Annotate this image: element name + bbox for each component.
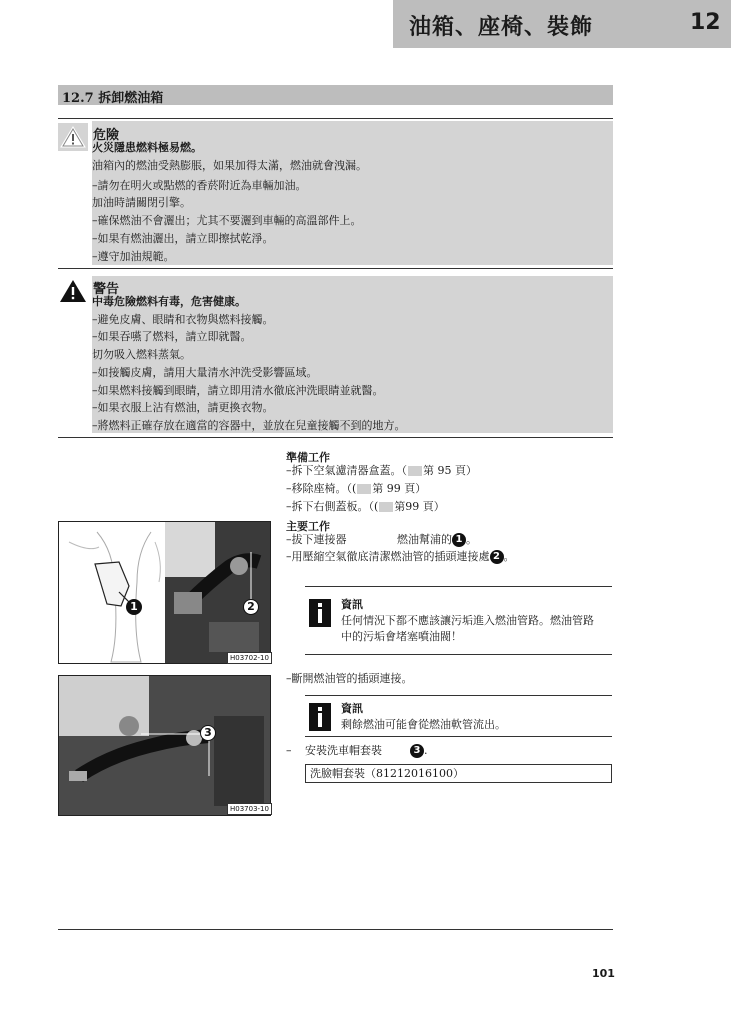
info-icon [309, 703, 331, 731]
danger-warning-icon [58, 123, 88, 151]
warning-line: –如果衣服上沾有燃油，請更換衣物。 [92, 401, 274, 414]
warning-bottom-rule [58, 437, 613, 438]
warning-line: –如接觸皮膚，請用大量清水沖洗受影響區域。 [92, 366, 318, 379]
special-tool-text: 洗臉帽套裝（81212016100） [310, 767, 464, 780]
info2-text: 剩餘燃油可能會從燃油軟管流出。 [341, 718, 506, 731]
section-title: 12.7 拆卸燃油箱 [62, 91, 164, 106]
figure-1-photo [58, 521, 271, 664]
info1-text: 任何情況下都不應該讓污垢進入燃油管路。燃油管路 [341, 614, 594, 627]
warning-line: 切勿吸入燃料蒸氣。 [92, 348, 191, 361]
main-step-4: 安裝洗車帽套裝 [305, 744, 382, 757]
figure-1-callout-1: 1 [126, 599, 142, 615]
info1-text: 中的污垢會堵塞噴油閥！ [341, 630, 462, 643]
danger-line: 火災隱患燃料極易燃。 [92, 141, 202, 154]
warning-line: –避免皮膚、眼睛和衣物與燃料接觸。 [92, 313, 274, 326]
main-step-1: –拔下連接器 [286, 533, 347, 546]
info1-bottom-rule [305, 654, 612, 655]
callout-1-marker: 1 [452, 533, 466, 547]
prep-step: –移除座椅。（( 第 99 頁） [286, 482, 427, 495]
info2-bottom-rule [305, 736, 612, 737]
main-step-3: –斷開燃油管的插頭連接。 [286, 672, 413, 685]
warning-line: –如果吞嚥了燃料，請立即就醫。 [92, 330, 252, 343]
warning-line: –將燃料正確存放在適當的容器中，並放在兒童接觸不到的地方。 [92, 419, 406, 432]
info2-top-rule [305, 695, 612, 696]
warning-line: –如果燃料接觸到眼睛，請立即用清水徹底沖洗眼睛並就醫。 [92, 384, 384, 397]
danger-top-rule [58, 118, 613, 119]
main-step-4-dash: – [286, 744, 292, 757]
prep-step: –拆下右側蓋板。（( 第99 頁） [286, 500, 445, 513]
info-icon [309, 599, 331, 627]
info1-top-rule [305, 586, 612, 587]
main-step-2: –用壓縮空氣徹底清潔燃油管的插頭連接處 2 。 [286, 550, 515, 563]
info2-heading: 資訊 [341, 702, 363, 715]
main-step-1-cont: 燃油幫浦的 1 。 [397, 533, 477, 546]
page-ref-icon [379, 502, 393, 512]
main-heading: 主要工作 [286, 520, 330, 533]
figure-2-callout-3: 3 [200, 725, 216, 741]
danger-line: –如果有燃油灑出，請立即擦拭乾淨。 [92, 232, 274, 245]
callout-3-marker: 3 [410, 744, 424, 758]
danger-line: –請勿在明火或點燃的香菸附近為車輛加油。 [92, 179, 307, 192]
page-ref-icon [408, 466, 422, 476]
danger-line: –遵守加油規範。 [92, 250, 175, 263]
info1-heading: 資訊 [341, 598, 363, 611]
danger-bottom-rule [58, 268, 613, 269]
figure-1-label: H03702-10 [227, 652, 272, 664]
figure-2-photo [58, 675, 271, 816]
footer-rule [58, 929, 613, 930]
danger-line: 油箱內的燃油受熱膨脹，如果加得太滿，燃油就會洩漏。 [92, 159, 367, 172]
prep-heading: 準備工作 [286, 451, 330, 464]
warning-line: 中毒危險燃料有毒，危害健康。 [92, 295, 246, 308]
main-step-4-callout: 3 . [410, 744, 428, 758]
page-ref-icon [357, 484, 371, 494]
warning-heading: 警告 [93, 282, 120, 297]
page-number: 101 [592, 967, 615, 980]
callout-2-marker: 2 [490, 550, 504, 564]
chapter-title: 油箱、座椅、裝飾 [409, 14, 594, 40]
danger-line: –確保燃油不會灑出；尤其不要灑到車輛的高溫部件上。 [92, 214, 362, 227]
prep-step: –拆下空氣濾清器盒蓋。（ 第 95 頁） [286, 464, 477, 477]
danger-heading: 危險 [93, 128, 120, 143]
danger-line: 加油時請關閉引擎。 [92, 196, 191, 209]
figure-1-callout-2: 2 [243, 599, 259, 615]
warning-triangle-icon [58, 277, 88, 305]
chapter-number: 12 [690, 10, 721, 35]
figure-2-label: H03703-10 [227, 803, 272, 815]
